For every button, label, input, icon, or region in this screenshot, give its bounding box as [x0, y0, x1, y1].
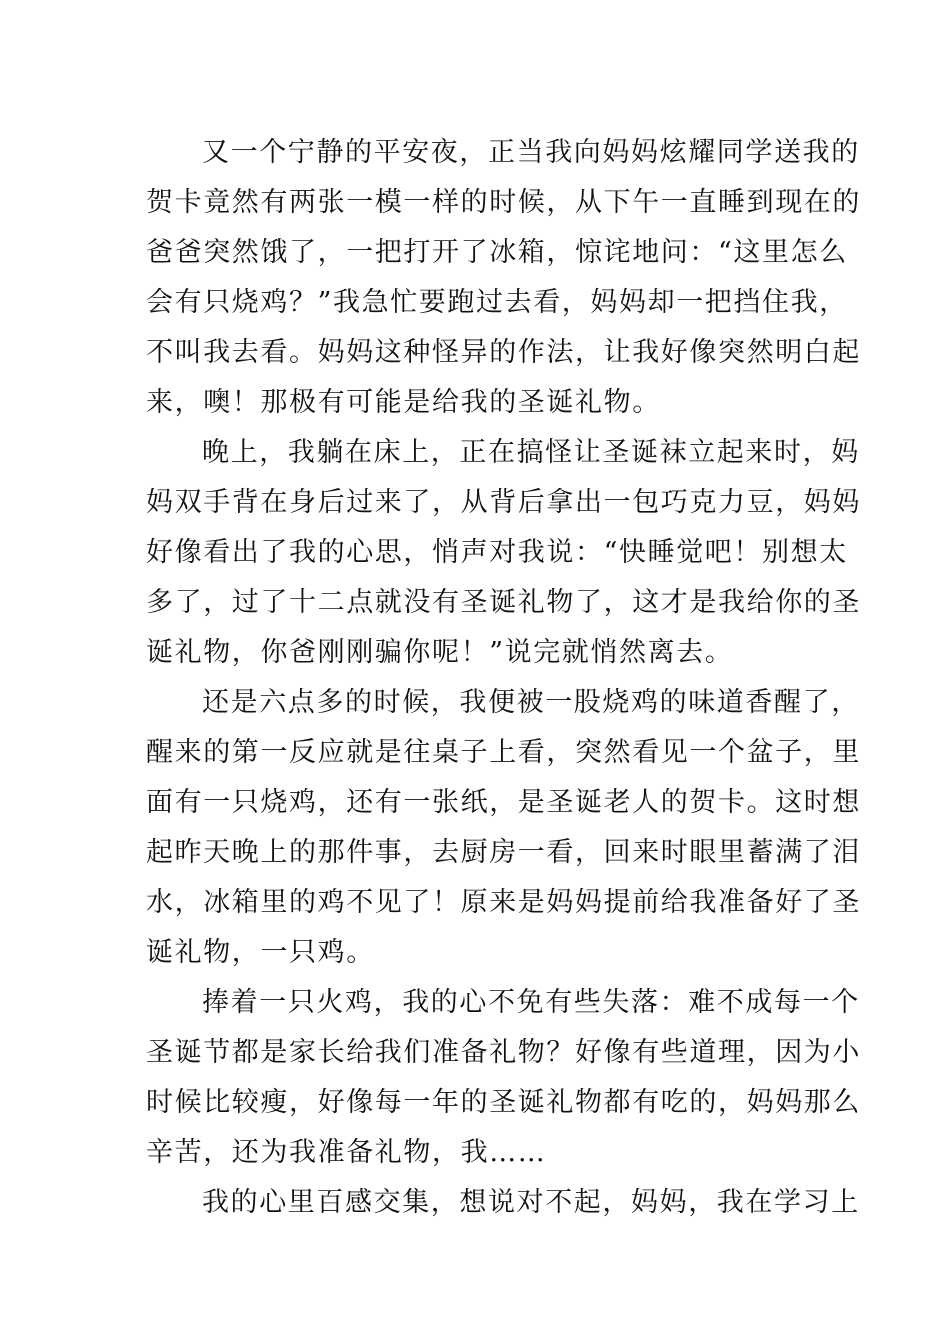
text-line: 捧着一只火鸡，我的心不免有些失落：难不成每一个: [202, 987, 860, 1018]
text-line: 好像看出了我的心思，悄声对我说：“快睡觉吧！别想太: [146, 537, 848, 568]
text-line: 还是六点多的时候，我便被一股烧鸡的味道香醒了，: [202, 687, 860, 718]
text-line: 水，冰箱里的鸡不见了！原来是妈妈提前给我准备好了圣: [146, 887, 861, 918]
text-line: 我的心里百感交集，想说对不起，妈妈，我在学习上: [202, 1187, 860, 1218]
text-line: 来，噢！那极有可能是给我的圣诞礼物。: [146, 387, 661, 418]
paragraph-4: [146, 978, 861, 1178]
paragraph-2: [146, 428, 861, 678]
text-line: 多了，过了十二点就没有圣诞礼物了，这才是我给你的圣: [146, 587, 861, 618]
text-line: 诞礼物，一只鸡。: [146, 937, 375, 968]
paragraph-1: [146, 128, 861, 428]
paragraph-3: [146, 678, 861, 978]
text-line: 时候比较瘦，好像每一年的圣诞礼物都有吃的，妈妈那么: [146, 1087, 861, 1118]
body-text: [146, 128, 861, 1228]
text-line: 诞礼物，你爸刚刚骗你呢！”说完就悄然离去。: [146, 637, 734, 668]
text-line: 醒来的第一反应就是往桌子上看，突然看见一个盆子，里: [146, 737, 861, 768]
paragraph-5: [146, 1178, 860, 1228]
text-line: 晚上，我躺在床上，正在搞怪让圣诞袜立起来时，妈: [202, 437, 860, 468]
text-line: 圣诞节都是家长给我们准备礼物？好像有些道理，因为小: [146, 1037, 861, 1068]
text-line: 爸爸突然饿了，一把打开了冰箱，惊诧地问：“这里怎么: [146, 237, 848, 268]
text-line: 妈双手背在身后过来了，从背后拿出一包巧克力豆，妈妈: [146, 487, 861, 518]
text-line: 起昨天晚上的那件事，去厨房一看，回来时眼里蓄满了泪: [146, 837, 861, 868]
text-line: 贺卡竟然有两张一模一样的时候，从下午一直睡到现在的: [146, 187, 861, 218]
text-line: 面有一只烧鸡，还有一张纸，是圣诞老人的贺卡。这时想: [146, 787, 861, 818]
text-line: 辛苦，还为我准备礼物，我……: [146, 1137, 547, 1168]
text-line: 又一个宁静的平安夜，正当我向妈妈炫耀同学送我的: [202, 137, 860, 168]
text-line: 会有只烧鸡？”我急忙要跑过去看，妈妈却一把挡住我，: [146, 287, 848, 318]
text-line: 不叫我去看。妈妈这种怪异的作法，让我好像突然明白起: [146, 337, 861, 368]
